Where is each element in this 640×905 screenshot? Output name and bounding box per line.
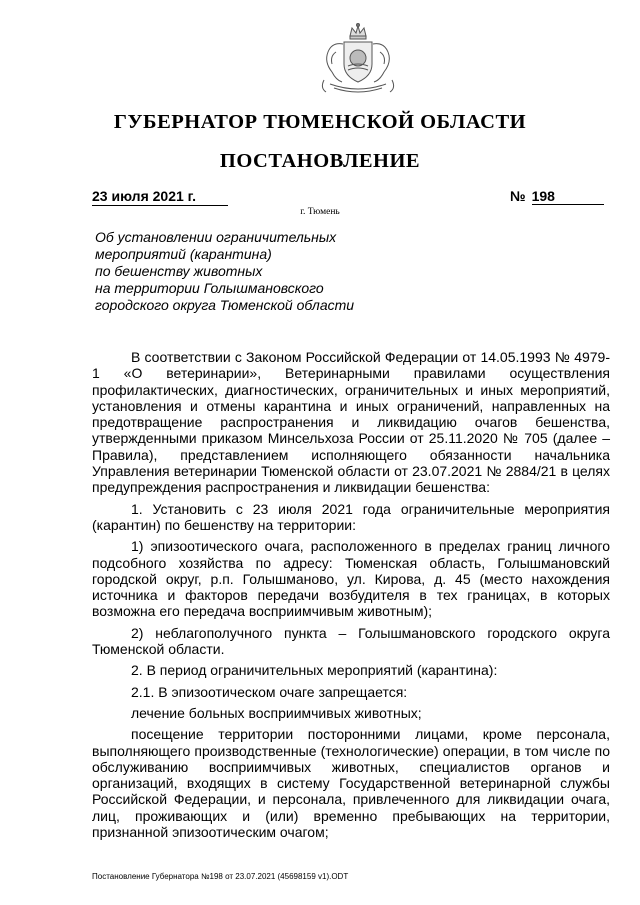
subject-line: городского округа Тюменской области: [95, 297, 355, 313]
number-value: 198: [532, 188, 604, 205]
document-body: [92, 349, 610, 845]
body-paragraph: посещение территории посторонними лицами, кроме персонала, выполняющего производственные (технологические) операции, в том числе по обслуживанию восприимчивых животных, специалистов органов и организаций, входящих в систему Государственной ветеринарной службы Российской Федерации, и персонала, привлеченного для ликвидации очага, лиц, проживающих и (или) временно пребывающих на территории, признанной эпизоотическим очагом;: [92, 726, 610, 841]
document-city: г. Тюмень: [300, 207, 340, 217]
subject-line: на территории Голышмановского: [95, 280, 324, 296]
subject-line: мероприятий (карантина): [95, 246, 272, 262]
number-label: №: [510, 188, 526, 204]
document-type: ПОСТАНОВЛЕНИЕ: [219, 150, 421, 172]
body-paragraph: лечение больных восприимчивых животных;: [131, 704, 422, 721]
document-number: [510, 188, 604, 205]
issuer-title: ГУБЕРНАТОР ТЮМЕНСКОЙ ОБЛАСТИ: [113, 111, 527, 133]
subject-line: по бешенству животных: [95, 263, 263, 279]
body-paragraph: 1) эпизоотического очага, расположенного в пределах границ личного подсобного хозяйства по адресу: Тюменская область, Голышмановский городской округ, р.п. Голышманово, ул. Кирова, д. 45 (место нахождения источника и факторов передачи возбудителя в тех границах, в которых возможна его передача восприимчивым животным);: [92, 538, 610, 620]
body-paragraph: 2) неблагополучного пункта – Голышмановского городского округа Тюменской области.: [92, 624, 610, 658]
body-paragraph: 2.1. В эпизоотическом очаге запрещается:: [131, 683, 408, 700]
body-paragraph: В соответствии с Законом Российской Федерации от 14.05.1993 № 4979-1 «О ветеринарии», Ветеринарными правилами осуществления профилактических, диагностических, ограничительных и иных мероприятий, установления и отмены карантина и иных ограничений, направленных на предотвращение распространения и ликвидацию очагов бешенства, утвержденными приказом Минсельхоза России от 25.11.2020 № 705 (далее – Правила), представлением исполняющего обязанности начальника Управления ветеринарии Тюменской области от 23.07.2021 № 2884/21 в целях предупреждения распространения и ликвидации бешенства:: [92, 349, 610, 496]
document-subject: [95, 229, 354, 314]
document-date: 23 июля 2021 г.: [92, 188, 228, 206]
coat-of-arms-icon: [310, 22, 406, 98]
body-paragraph: 2. В период ограничительных мероприятий (карантина):: [131, 662, 498, 679]
body-paragraph: 1. Установить с 23 июля 2021 года ограничительные мероприятия (карантин) по бешенству на территории:: [92, 500, 610, 533]
subject-line: Об установлении ограничительных: [95, 229, 337, 245]
document-footer: Постановление Губернатора №198 от 23.07.2021 (45698159 v1).ODT: [92, 872, 349, 881]
